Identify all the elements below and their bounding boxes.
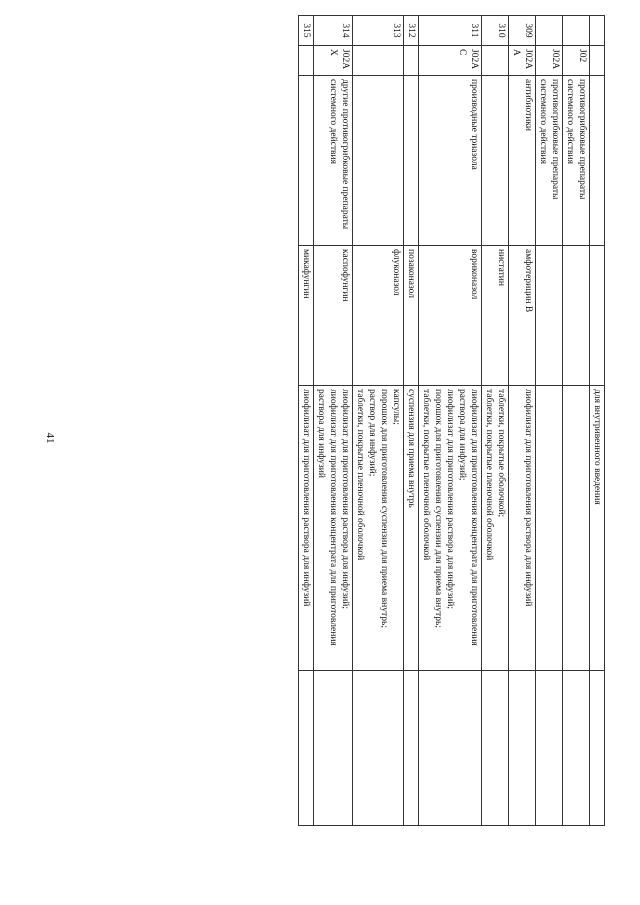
drug-name-cell (563, 246, 590, 386)
drug-name-cell: нистатин (482, 246, 509, 386)
atc-code-cell: J02 (563, 46, 590, 76)
group-name-cell: антибиотики (509, 76, 536, 246)
dosage-form-line: суспензия для приема внутрь (406, 389, 416, 508)
dosage-form-line: лиофилизат для приготовления раствора для инфузий; (340, 389, 350, 609)
table-row (482, 16, 509, 826)
row-number-cell: 313 (353, 16, 404, 46)
dosage-form-line: раствор для инфузий; (367, 389, 377, 477)
dosage-form-line: лиофилизат для приготовления раствора для инфузий (301, 389, 311, 607)
group-name-cell: противогрибковые препараты системного действия (536, 76, 563, 246)
rotated-page-content (95, 15, 605, 825)
dosage-forms-cell (314, 386, 353, 671)
table-row (299, 16, 314, 826)
drug-name-cell: позаконазол (404, 246, 419, 386)
drug-name-cell (536, 246, 563, 386)
dosage-form-line: таблетки, покрытые оболочкой; (496, 389, 506, 518)
group-name-cell (404, 76, 419, 246)
table-row (536, 16, 563, 826)
dosage-form-line: порошок для приготовления суспензии для приема внутрь; (433, 389, 443, 628)
drug-table-body (299, 16, 605, 826)
row-number-cell (563, 16, 590, 46)
empty-cell (482, 671, 509, 826)
row-number-cell: 312 (404, 16, 419, 46)
empty-cell (563, 671, 590, 826)
atc-code-cell: J02AX (314, 46, 353, 76)
dosage-forms-cell (419, 386, 482, 671)
atc-code-cell: J02A (536, 46, 563, 76)
group-name-cell: противогрибковые препараты системного действия (563, 76, 590, 246)
dosage-form-line: таблетки, покрытые пленочной оболочкой (421, 389, 431, 561)
drug-name-cell: каспофунгин (314, 246, 353, 386)
table-row (353, 16, 404, 826)
row-number-cell (536, 16, 563, 46)
empty-cell (404, 671, 419, 826)
empty-cell (590, 671, 605, 826)
atc-code-cell (482, 46, 509, 76)
empty-cell (509, 671, 536, 826)
group-name-cell (299, 76, 314, 246)
dosage-form-line: таблетки, покрытые пленочной оболочкой (355, 389, 365, 561)
dosage-forms-cell (509, 386, 536, 671)
empty-cell (353, 671, 404, 826)
atc-code-cell (404, 46, 419, 76)
atc-code-cell (590, 46, 605, 76)
dosage-form-line: лиофилизат для приготовления раствора для инфузий; (445, 389, 455, 609)
dosage-forms-cell (536, 386, 563, 671)
dosage-form-line: лиофилизат для приготовления концентрата для приготовления раствора для инфузий; (457, 389, 479, 646)
atc-code-cell (299, 46, 314, 76)
group-name-cell (482, 76, 509, 246)
table-row (404, 16, 419, 826)
dosage-forms-cell (353, 386, 404, 671)
row-number-cell: 314 (314, 16, 353, 46)
row-number-cell: 311 (419, 16, 482, 46)
row-number-cell: 315 (299, 16, 314, 46)
dosage-forms-cell (482, 386, 509, 671)
row-number-cell (590, 16, 605, 46)
drug-name-cell: флуконазол (353, 246, 404, 386)
table-row (314, 16, 353, 826)
dosage-forms-cell (590, 386, 605, 671)
page-number: 41 (44, 432, 56, 444)
group-name-cell: другие противогрибковые препараты системного действия (314, 76, 353, 246)
drug-name-cell: микафунгин (299, 246, 314, 386)
atc-code-cell: J02AC (419, 46, 482, 76)
dosage-form-line: таблетки, покрытые пленочной оболочкой (484, 389, 494, 561)
dosage-form-line: лиофилизат для приготовления концентрата для приготовления раствора для инфузий (316, 389, 338, 646)
dosage-form-line: для внутривенного введения (592, 389, 602, 505)
group-name-cell: производные триазола (419, 76, 482, 246)
row-number-cell: 310 (482, 16, 509, 46)
dosage-form-line: порошок для приготовления суспензии для приема внутрь; (379, 389, 389, 628)
atc-code-cell: J02AA (509, 46, 536, 76)
group-name-cell (353, 76, 404, 246)
drug-name-cell: амфотерицин В (509, 246, 536, 386)
dosage-forms-cell (404, 386, 419, 671)
dosage-form-line: лиофилизат для приготовления раствора для инфузий (523, 389, 533, 607)
atc-code-cell (353, 46, 404, 76)
empty-cell (314, 671, 353, 826)
table-row (419, 16, 482, 826)
table-row (509, 16, 536, 826)
table-row (563, 16, 590, 826)
empty-cell (536, 671, 563, 826)
drug-table (298, 15, 605, 826)
drug-name-cell (590, 246, 605, 386)
dosage-form-line: капсулы; (391, 389, 401, 425)
group-name-cell (590, 76, 605, 246)
drug-name-cell: вориконазол (419, 246, 482, 386)
dosage-forms-cell (299, 386, 314, 671)
empty-cell (299, 671, 314, 826)
dosage-forms-cell (563, 386, 590, 671)
table-row (590, 16, 605, 826)
row-number-cell: 309 (509, 16, 536, 46)
empty-cell (419, 671, 482, 826)
